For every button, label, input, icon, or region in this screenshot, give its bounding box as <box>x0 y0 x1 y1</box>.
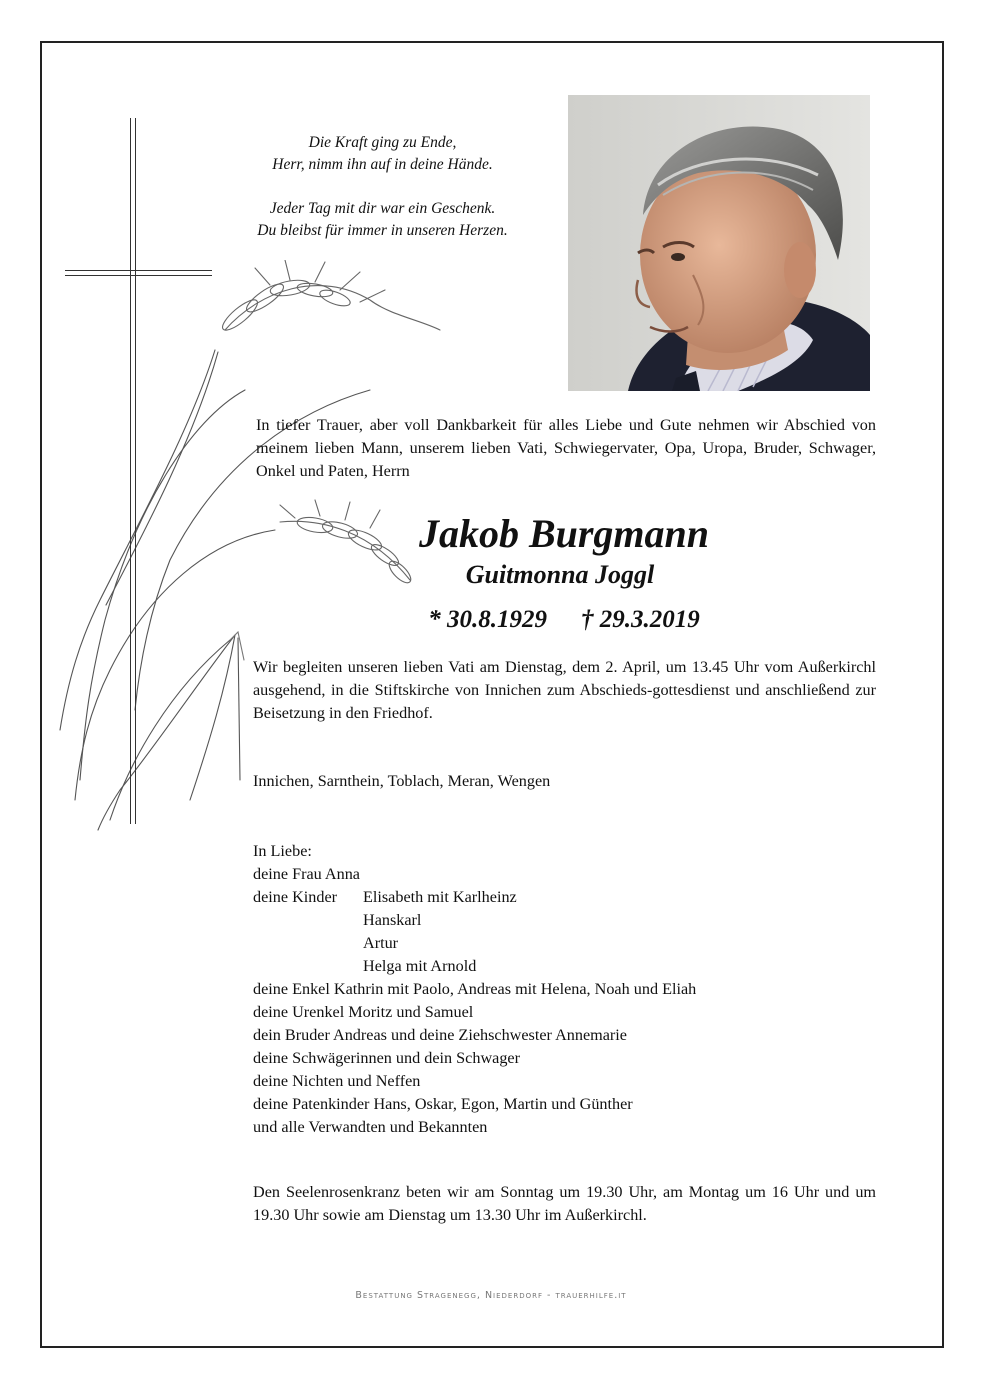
cross-vertical-bar <box>130 118 136 824</box>
family-line: dein Bruder Andreas und deine Ziehschwester Annemarie <box>253 1026 627 1044</box>
cross-horizontal-bar <box>65 270 212 276</box>
child-entry: Artur <box>363 934 399 952</box>
deceased-name: Jakob Burgmann <box>418 511 710 556</box>
family-line: deine Urenkel Moritz und Samuel <box>253 1003 474 1021</box>
children-row <box>253 886 893 909</box>
child-entry: Helga mit Arnold <box>363 957 477 975</box>
child-entry: Hanskarl <box>363 911 422 929</box>
portrait-photo <box>568 95 870 391</box>
life-dates <box>300 603 828 637</box>
funeral-announcement: Wir begleiten unseren lieben Vati am Dienstag, dem 2. April, um 13.45 Uhr vom Außerkirchl ausgehend, in die Stiftskirche von Innichen zum Abschieds-gottesdienst und anschließend zur Beisetzung in den Friedhof. <box>253 658 876 722</box>
poem-line: Die Kraft ging zu Ende, <box>308 134 457 151</box>
poem-stanza-1 <box>225 132 540 176</box>
child-entry: Elisabeth mit Karlheinz <box>363 888 517 906</box>
death-date: † 29.3.2019 <box>581 606 700 633</box>
family-line: deine Nichten und Neffen <box>253 1072 421 1090</box>
rosary-announcement: Den Seelenrosenkranz beten wir am Sonntag um 19.30 Uhr, am Montag um 16 Uhr und um 19.30 Uhr sowie am Dienstag um 13.30 Uhr im Außerkirchl. <box>253 1183 876 1224</box>
family-line: und alle Verwandten und Bekannten <box>253 1118 488 1136</box>
poem-stanza-2 <box>225 198 540 242</box>
family-line: deine Enkel Kathrin mit Paolo, Andreas mit Helena, Noah und Eliah <box>253 980 697 998</box>
poem <box>225 132 540 264</box>
deceased-nickname: Guitmonna Joggl <box>465 560 655 589</box>
birth-date: * 30.8.1929 <box>428 606 547 633</box>
poem-line: Herr, nimm ihn auf in deine Hände. <box>272 156 493 173</box>
children-label: deine Kinder <box>253 888 338 906</box>
family-list <box>253 840 893 1139</box>
places-list: Innichen, Sarnthein, Toblach, Meran, Wengen <box>253 772 551 790</box>
poem-line: Jeder Tag mit dir war ein Geschenk. <box>269 200 496 217</box>
family-heading: In Liebe: <box>253 842 312 860</box>
poem-line: Du bleibst für immer in unseren Herzen. <box>257 222 508 239</box>
family-line: deine Patenkinder Hans, Oskar, Egon, Martin und Günther <box>253 1095 633 1113</box>
footer-credit: Bestattung Stragenegg, Niederdorf - trauerhilfe.it <box>355 1290 627 1301</box>
intro-text: In tiefer Trauer, aber voll Dankbarkeit für alles Liebe und Gute nehmen wir Abschied von meinem lieben Mann, unserem lieben Vati, Schwiegervater, Opa, Uropa, Bruder, Schwager, Onkel und Paten, Herrn <box>256 416 876 480</box>
family-line: deine Schwägerinnen und dein Schwager <box>253 1049 521 1067</box>
family-wife: deine Frau Anna <box>253 865 360 883</box>
